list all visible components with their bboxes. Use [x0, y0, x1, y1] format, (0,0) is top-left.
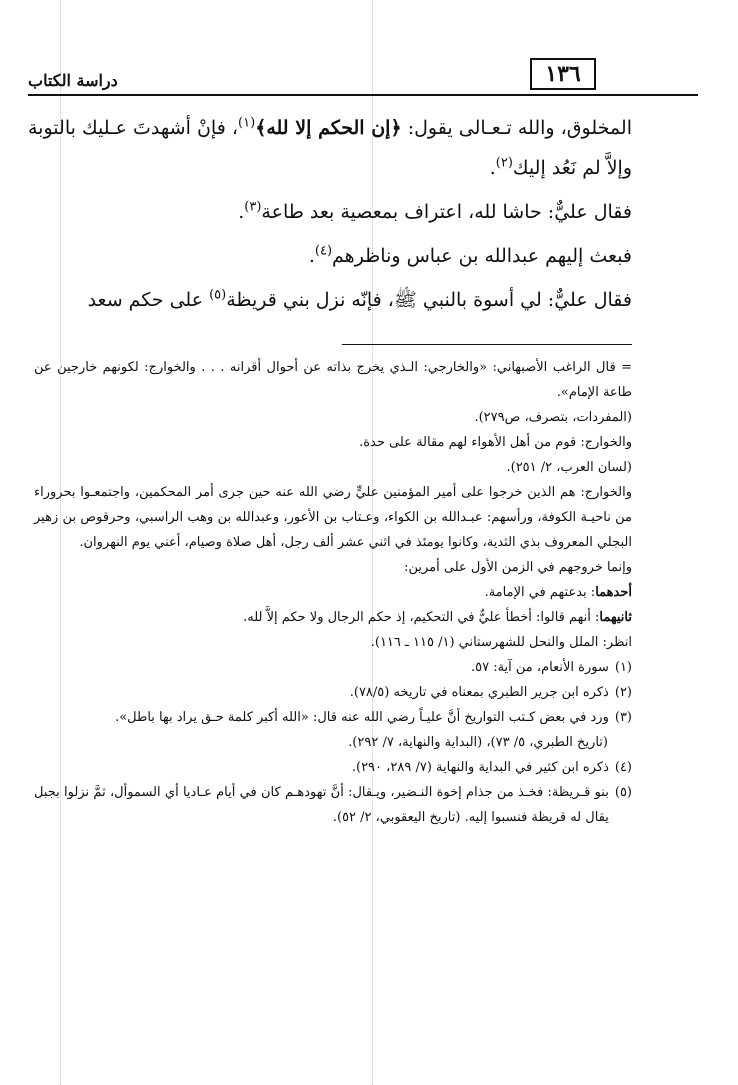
- text: فبعث إليهم عبدالله بن عباس وناظرهم: [332, 245, 632, 267]
- text: فقال عليٌّ: حاشا لله، اعتراف بمعصية بعد طاعة: [261, 201, 632, 223]
- footnote-number: (٢): [614, 685, 632, 700]
- page-number: ١٣٦: [530, 58, 596, 90]
- text: .: [489, 157, 496, 179]
- header-rule: [28, 94, 698, 96]
- note-line: (لسان العرب، ٢/ ٢٥١).: [506, 460, 632, 475]
- footnote-ref: (٢): [495, 155, 513, 171]
- footnote-ref: (٤): [314, 243, 333, 259]
- footnote-ref: (٥): [209, 287, 227, 303]
- footnote-3-source: (تاريخ الطبري، ٥/ ٧٣)، (البداية والنهاية، ٧/ ٢٩٢).: [348, 735, 608, 750]
- footnote-3: [34, 705, 632, 730]
- footnote-text: سورة الأنعام، من آية: ٥٧.: [470, 660, 609, 675]
- footnote-number: (١): [614, 660, 632, 675]
- footnote-number: (٥): [614, 785, 632, 800]
- text: على حكم سعد: [87, 289, 210, 311]
- footnote-text: ذكره ابن جرير الطبري بمعناه في تاريخه (٧٨/٥).: [349, 685, 609, 700]
- text: ، فإنْ أشهدتَ عـليك بالتوبة وإلاَّ لم نَعُد إليك: [28, 117, 632, 179]
- footnote-ref: (١): [238, 115, 256, 131]
- footnote-divider: [342, 344, 632, 345]
- text: : أنهم قالوا: أخطأ عليٌّ في التحكيم، إذ حكم الرجال ولا حكم إلاَّ لله.: [243, 610, 600, 625]
- text: المخلوق، والله تـعـالى يقول:: [401, 117, 632, 139]
- footnotes: [34, 355, 632, 830]
- note-line: وإنما خروجهم في الزمن الأول على أمرين:: [404, 560, 632, 575]
- paragraph-3: [28, 236, 632, 276]
- running-title: دراسة الكتاب: [28, 71, 118, 90]
- note-line: والخوارج: قوم من أهل الأهواء لهم مقالة على حدة.: [359, 435, 632, 450]
- note-line: [34, 605, 632, 630]
- paragraph-2: [28, 192, 632, 232]
- footnote-number: (٤): [614, 760, 632, 775]
- note-label: ثانيهما: [599, 610, 632, 625]
- paragraph-1: [28, 108, 632, 188]
- page-header: [28, 55, 698, 97]
- text: : بدعتهم في الإمامة.: [484, 585, 596, 600]
- note-label: أحدهما: [595, 585, 632, 600]
- footnote-5: [34, 780, 632, 830]
- footnote-number: (٣): [614, 710, 632, 725]
- note-line: = قال الراغب الأصبهاني: «والخارجي: الـذي يخرج بذاته عن أحوال أقرانه . . . والخوارج: لكونهم خارجين عن طاعة الإمام».: [34, 360, 632, 400]
- footnote-ref: (٣): [244, 199, 262, 215]
- footnote-1: [34, 655, 632, 680]
- note-line: [34, 580, 632, 605]
- footnote-text: بنو قـريظة: فخـذ من جذام إخوة النـضير، ويـقال: أنَّ تهودهـم كان في أيام عـاديا أي السموأل، ثمَّ نزلوا بجبل يقال له قريظة فنسبوا إليه. (تاريخ اليعقوبي، ٢/ ٥٢).: [34, 785, 609, 825]
- paragraph-4: [28, 280, 632, 320]
- text: .: [308, 245, 315, 267]
- note-line: والخوارج: هم الذين خرجوا على أمير المؤمنين عليٍّ رضي الله عنه حين جرى أمر المحكمين، واجتمعـوا بحروراء من ناحيـة الكوفة، ورأسهم: عبـدالله بن الكواء، وعـتاب بن الأعور، وعبدالله بن وهب الراسبي، وحرقوص بن زهير البجلي المعروف بذي الثدية، وكانوا يومئذ في اثني عشر ألف رجل، أهل صلاة وصيام، أعني يوم النهروان.: [34, 485, 632, 550]
- quran-quote: ﴿إن الحكم إلا لله﴾: [255, 117, 402, 139]
- footnote-text: ورد في بعض كـتب التواريخ أنَّ عليـاً رضي الله عنه قال: «الله أكبر كلمة حـق يراد بها باطل».: [115, 710, 609, 725]
- footnote-4: [34, 755, 632, 780]
- note-line: انظر: الملل والنحل للشهرستاني (١/ ١١٥ ـ ١١٦).: [370, 635, 632, 650]
- text: .: [238, 201, 245, 223]
- main-text: [28, 108, 632, 320]
- note-line: (المفردات، بتصرف، ص٢٧٩).: [474, 410, 632, 425]
- footnote-text: ذكره ابن كثير في البداية والنهاية (٧/ ٢٨٩، ٢٩٠).: [351, 760, 609, 775]
- footnote-2: [34, 680, 632, 705]
- text: فقال عليٌّ: لي أسوة بالنبي ﷺ، فإنّه نزل بني قريظة: [226, 289, 632, 311]
